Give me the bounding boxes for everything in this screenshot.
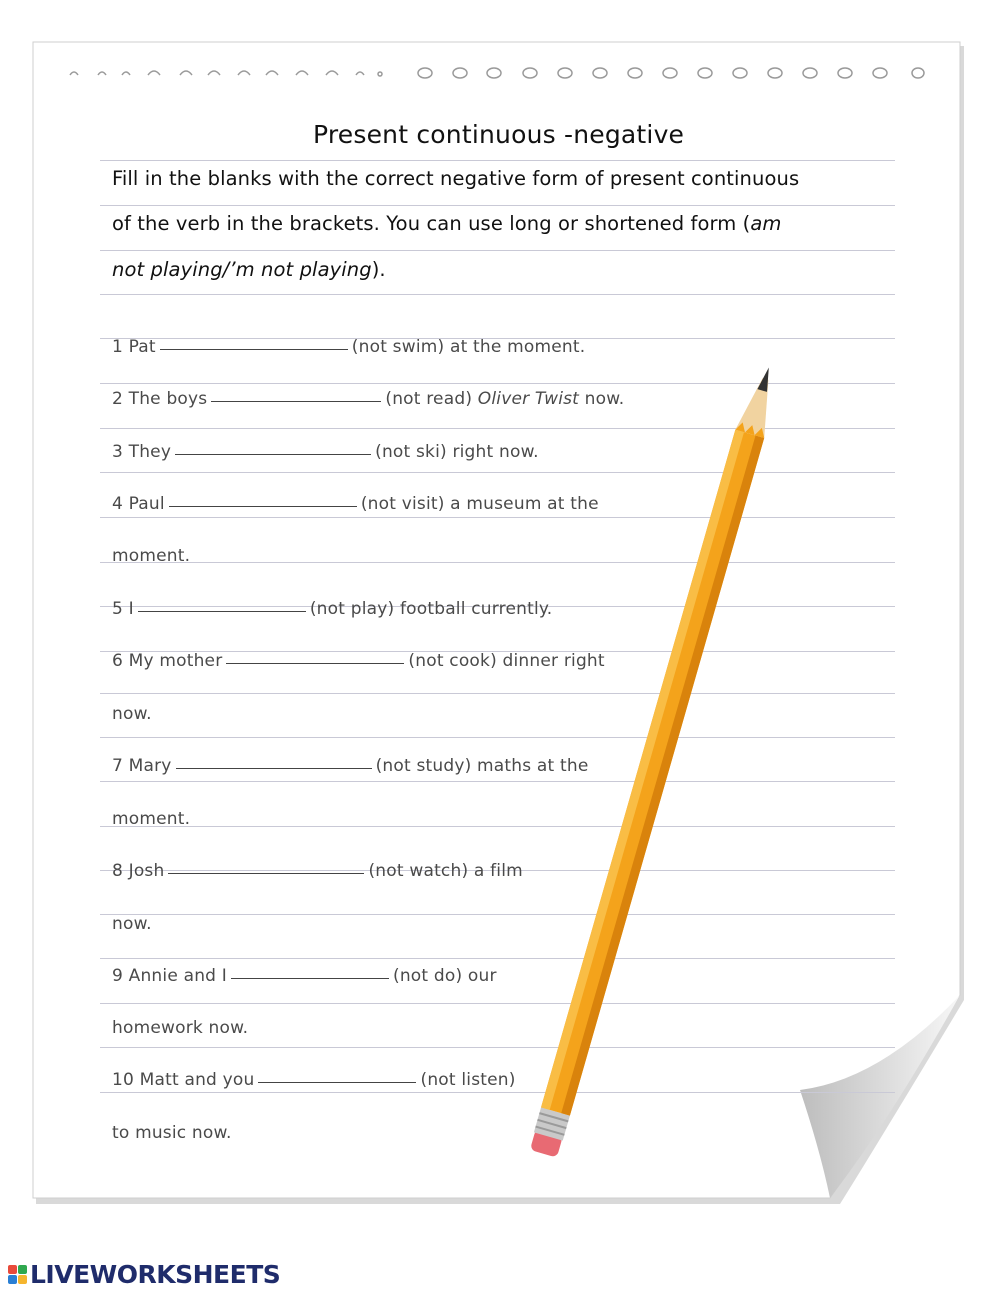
question-10-continued: to music now.: [112, 1123, 232, 1143]
question-2: 2 The boys (not read) Oliver Twist now.: [112, 389, 625, 409]
page-title: Present continuous -negative: [313, 120, 685, 149]
question-8: 8 Josh (not watch) a film: [112, 861, 523, 881]
liveworksheets-logo[interactable]: [8, 1260, 280, 1288]
question-7: 7 Mary (not study) maths at the: [112, 756, 589, 776]
question-6-continued: now.: [112, 704, 152, 724]
question-10: 10 Matt and you (not listen): [112, 1070, 516, 1090]
question-6: 6 My mother (not cook) dinner right: [112, 651, 605, 671]
question-3: 3 They (not ski) right now.: [112, 442, 539, 462]
question-1: 1 Pat (not swim) at the moment.: [112, 337, 586, 357]
question-5: 5 I (not play) football currently.: [112, 599, 553, 619]
brand-name: LIVEWORKSHEETS: [30, 1259, 281, 1289]
question-9-continued: homework now.: [112, 1018, 249, 1038]
instructions-line-3: not playing/’m not playing).: [112, 258, 386, 281]
question-4-continued: moment.: [112, 546, 191, 566]
instructions-line-1: Fill in the blanks with the correct negative form of present continuous: [112, 167, 800, 190]
question-8-continued: now.: [112, 914, 152, 934]
question-9: 9 Annie and I (not do) our: [112, 966, 497, 986]
question-4: 4 Paul (not visit) a museum at the: [112, 494, 599, 514]
question-7-continued: moment.: [112, 809, 191, 829]
instructions-line-2: of the verb in the brackets. You can use long or shortened form (am: [112, 212, 782, 235]
liveworksheets-icon: [8, 1265, 27, 1284]
